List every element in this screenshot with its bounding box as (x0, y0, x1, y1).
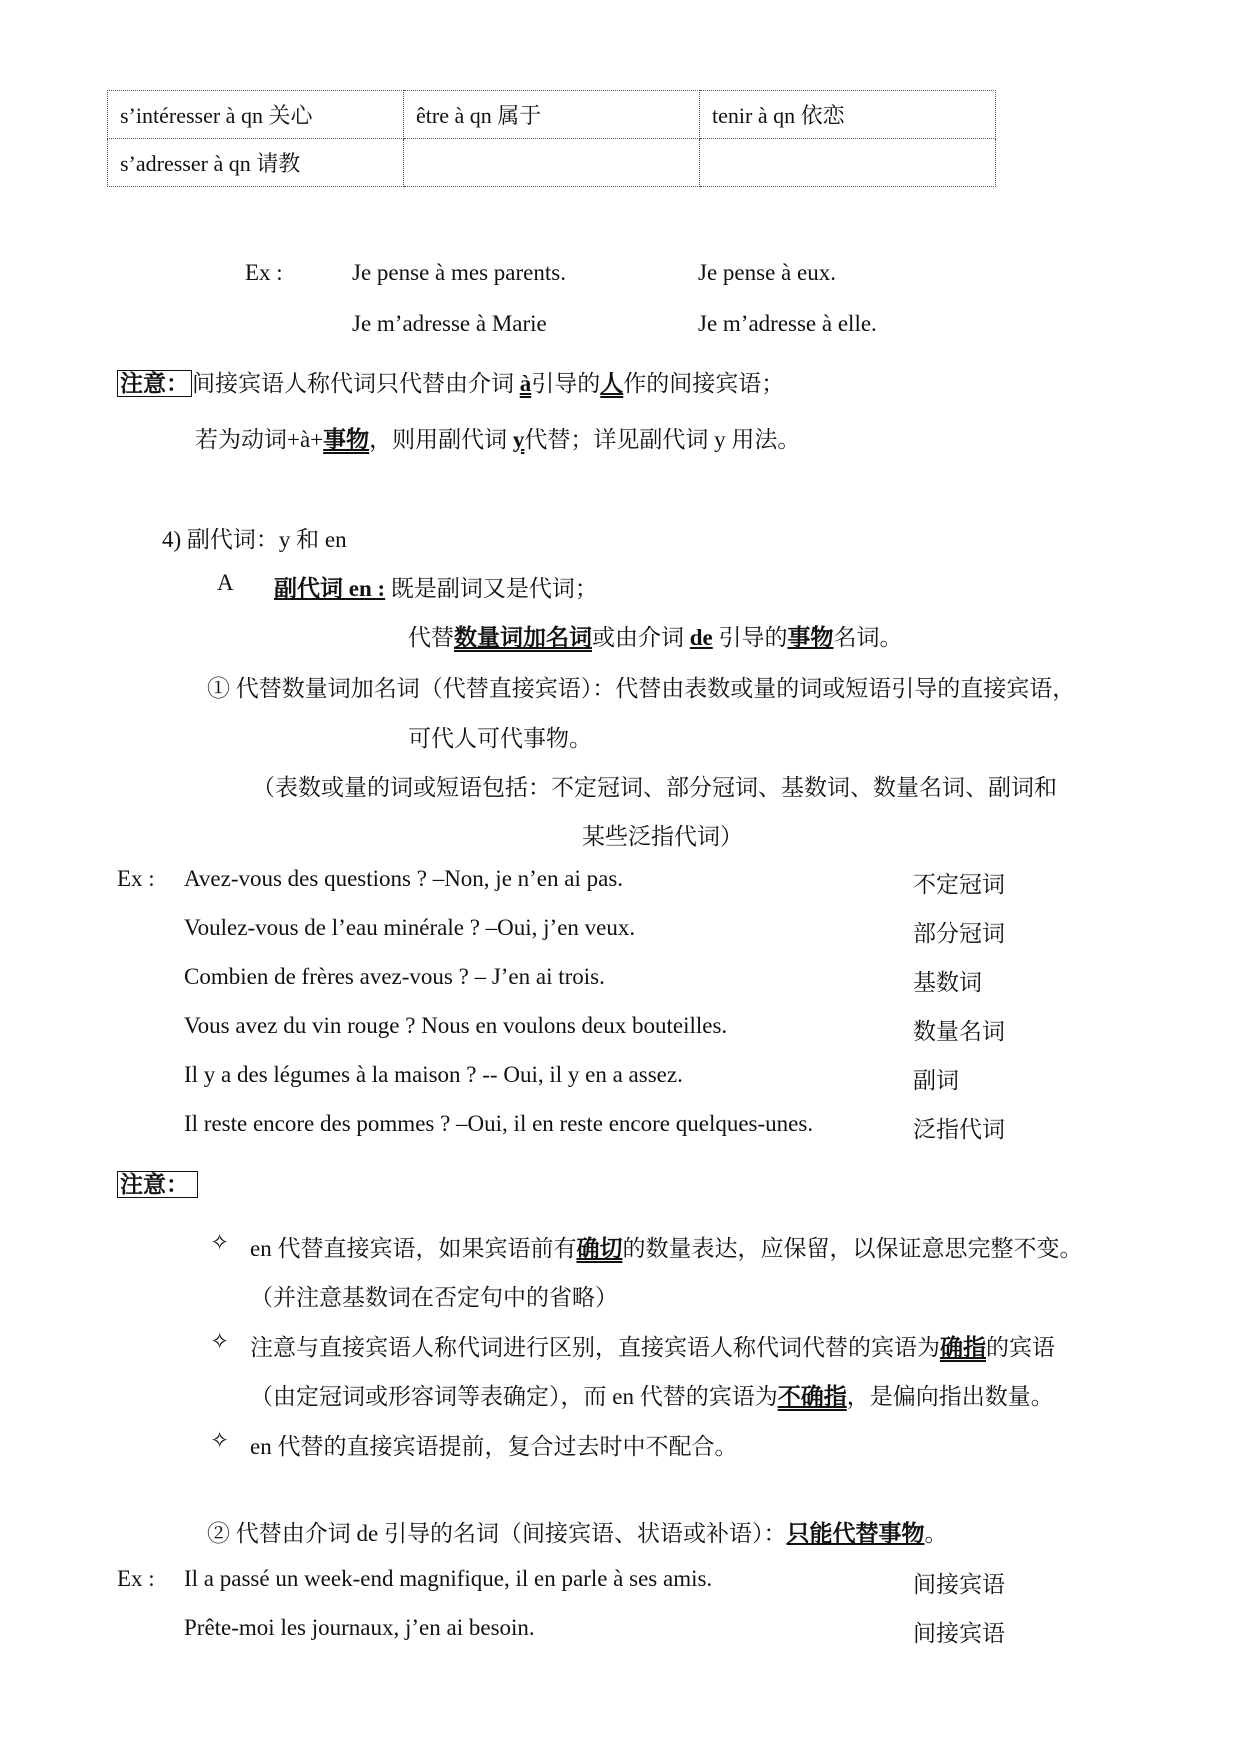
table-cell: être à qn 属于 (404, 91, 700, 139)
example-tag: 基数词 (913, 970, 982, 995)
example-sentence: Il reste encore des pommes ? –Oui, il en reste encore quelques-unes. (184, 1111, 814, 1136)
example-tag: 不定冠词 (913, 872, 1005, 897)
table-cell: s’intéresser à qn 关心 (108, 91, 404, 139)
point-text: ② 代替由介词 de 引导的名词（间接宾语、状语或补语）：只能代替事物。 (207, 1521, 948, 1546)
example-tag: 泛指代词 (913, 1117, 1005, 1142)
bullet-text: en 代替直接宾语，如果宾语前有确切的数量表达，应保留，以保证意思完整不变。 (250, 1236, 1083, 1261)
note-paragraph: 注意： 间接宾语人称代词只代替由介词 à引导的人作的间接宾语； (117, 365, 784, 398)
example-sentence: Je pense à eux. (698, 260, 836, 285)
table-row (108, 91, 996, 139)
table-cell: tenir à qn 依恋 (700, 91, 996, 139)
example-sentence: Je pense à mes parents. (352, 260, 566, 285)
subsection-label: A (217, 570, 234, 595)
note-label-wrap (117, 1166, 198, 1199)
note-label: 注意： (117, 370, 192, 397)
example-tag: 数量名词 (913, 1019, 1005, 1044)
bullet-text: 注意与直接宾语人称代词进行区别，直接宾语人称代词代替的宾语为确指的宾语 (250, 1335, 1055, 1360)
bullet-icon: ✧ (210, 1230, 230, 1255)
example-sentence: Voulez-vous de l’eau minérale ? –Oui, j’en veux. (184, 915, 636, 940)
example-sentence: Combien de frères avez-vous ? – J’en ai trois. (184, 964, 605, 989)
example-tag: 部分冠词 (913, 921, 1005, 946)
example-sentence: Prête-moi les journaux, j’en ai besoin. (184, 1615, 535, 1640)
example-label: Ex : (117, 1566, 155, 1591)
bullet-text: （并注意基数词在否定句中的省略） (250, 1285, 618, 1310)
example-sentence: Avez-vous des questions ? –Non, je n’en ai pas. (184, 866, 624, 891)
table-cell (700, 139, 996, 187)
example-sentence: Il a passé un week-end magnifique, il en parle à ses amis. (184, 1566, 713, 1591)
point-text: 某些泛指代词） (582, 824, 743, 849)
bullet-icon: ✧ (210, 1329, 230, 1354)
point-text: （表数或量的词或短语包括：不定冠词、部分冠词、基数词、数量名词、副词和 (252, 775, 1057, 800)
subsection-title: 副代词 en : 既是副词又是代词； (274, 576, 598, 601)
example-sentence: Vous avez du vin rouge ? Nous en voulons deux bouteilles. (184, 1013, 728, 1038)
example-tag: 副词 (913, 1068, 959, 1093)
table-cell: s’adresser à qn 请教 (108, 139, 404, 187)
bullet-icon: ✧ (210, 1428, 230, 1453)
verb-table (107, 90, 996, 187)
example-tag: 间接宾语 (913, 1621, 1005, 1646)
table-row (108, 139, 996, 187)
point-text: 可代人可代事物。 (408, 726, 592, 751)
example-sentence: Je m’adresse à Marie (352, 311, 547, 336)
example-tag: 间接宾语 (913, 1572, 1005, 1597)
example-sentence: Je m’adresse à elle. (698, 311, 877, 336)
note-label: 注意： (117, 1171, 198, 1198)
bullet-text: （由定冠词或形容词等表确定），而 en 代替的宾语为不确指，是偏向指出数量。 (250, 1384, 1054, 1409)
note-paragraph: 若为动词+à+事物，则用副代词 y代替；详见副代词 y 用法。 (195, 427, 801, 452)
subsection-desc: 代替数量词加名词或由介词 de 引导的事物名词。 (408, 625, 903, 650)
example-sentence: Il y a des légumes à la maison ? -- Oui, il y en a assez. (184, 1062, 683, 1087)
example-label: Ex : (117, 866, 155, 891)
table-cell (404, 139, 700, 187)
bullet-text: en 代替的直接宾语提前，复合过去时中不配合。 (250, 1434, 738, 1459)
point-text: ① 代替数量词加名词（代替直接宾语）：代替由表数或量的词或短语引导的直接宾语， (207, 676, 1076, 701)
section-heading: 4) 副代词：y 和 en (162, 527, 347, 552)
example-label: Ex : (245, 260, 283, 285)
